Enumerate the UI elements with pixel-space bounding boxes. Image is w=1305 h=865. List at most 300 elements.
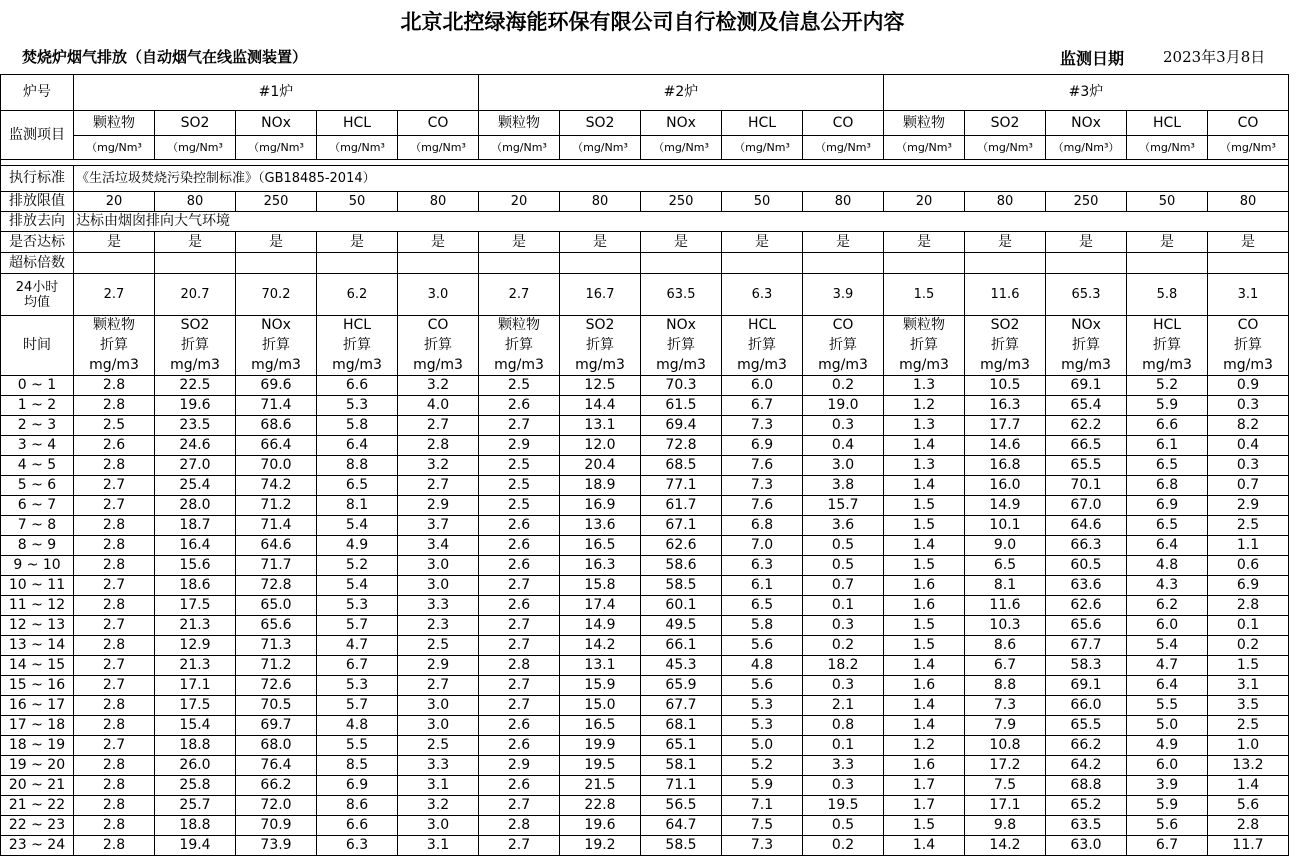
hour-value: 2.8 — [74, 456, 155, 476]
hour-value: 2.7 — [74, 736, 155, 756]
hour-value: 8.1 — [965, 576, 1046, 596]
average-value: 3.1 — [1208, 274, 1289, 316]
hour-value: 2.5 — [479, 376, 560, 396]
unit-header: （mg/Nm³） — [1046, 136, 1127, 160]
compliant-value: 是 — [1127, 232, 1208, 253]
pollutant-header: CO — [398, 111, 479, 136]
hour-value: 6.6 — [1127, 416, 1208, 436]
hour-value: 1.7 — [884, 776, 965, 796]
hourly-converted-header: 折算 — [884, 336, 965, 356]
hour-value: 1.0 — [1208, 736, 1289, 756]
unit-header: （mg/Nm³ — [236, 136, 317, 160]
hour-value: 5.9 — [1127, 396, 1208, 416]
limit-value: 80 — [560, 192, 641, 212]
destination-label: 排放去向 — [1, 212, 74, 232]
hour-value: 3.0 — [398, 696, 479, 716]
limit-value: 80 — [1208, 192, 1289, 212]
destination-row — [1, 212, 1289, 232]
hour-value: 7.3 — [722, 416, 803, 436]
hourly-header-converted-row — [1, 336, 1289, 356]
hour-value: 2.8 — [479, 816, 560, 836]
hour-time: 6 ~ 7 — [1, 496, 74, 516]
exceed-value — [398, 253, 479, 274]
hour-value: 17.5 — [155, 696, 236, 716]
hour-value: 70.1 — [1046, 476, 1127, 496]
hour-value: 5.4 — [317, 516, 398, 536]
hour-value: 2.7 — [74, 656, 155, 676]
hour-value: 3.3 — [398, 756, 479, 776]
hour-value: 65.6 — [1046, 616, 1127, 636]
hour-value: 1.6 — [884, 756, 965, 776]
hourly-converted-header: 折算 — [722, 336, 803, 356]
hour-value: 0.6 — [1208, 556, 1289, 576]
furnace-3-header: #3炉 — [884, 75, 1289, 111]
hour-row — [1, 456, 1289, 476]
hour-value: 17.4 — [560, 596, 641, 616]
pollutant-header: NOx — [641, 111, 722, 136]
hourly-pollutant-header: SO2 — [965, 316, 1046, 336]
hour-value: 6.7 — [1127, 836, 1208, 856]
hour-value: 2.7 — [398, 416, 479, 436]
hour-value: 58.5 — [641, 836, 722, 856]
hour-time: 17 ~ 18 — [1, 716, 74, 736]
hour-value: 20.4 — [560, 456, 641, 476]
hour-value: 1.3 — [884, 376, 965, 396]
hour-value: 0.2 — [803, 836, 884, 856]
hourly-pollutant-header: NOx — [641, 316, 722, 336]
average-value: 5.8 — [1127, 274, 1208, 316]
hour-value: 2.7 — [479, 796, 560, 816]
standard-label: 执行标准 — [1, 166, 74, 192]
section-subtitle: 焚烧炉烟气排放（自动烟气在线监测装置） — [22, 48, 308, 66]
hour-time: 16 ~ 17 — [1, 696, 74, 716]
hour-value: 1.5 — [884, 816, 965, 836]
hour-value: 13.6 — [560, 516, 641, 536]
hour-value: 6.9 — [1208, 576, 1289, 596]
pollutant-header: NOx — [1046, 111, 1127, 136]
hour-value: 4.7 — [1127, 656, 1208, 676]
hour-value: 0.3 — [1208, 456, 1289, 476]
exceed-value — [560, 253, 641, 274]
hour-value: 2.8 — [74, 536, 155, 556]
hour-value: 5.6 — [1127, 816, 1208, 836]
hour-row — [1, 496, 1289, 516]
hour-value: 60.5 — [1046, 556, 1127, 576]
hour-value: 2.5 — [1208, 716, 1289, 736]
hour-value: 68.5 — [641, 456, 722, 476]
hour-value: 25.8 — [155, 776, 236, 796]
hour-value: 5.6 — [722, 636, 803, 656]
hour-value: 5.4 — [317, 576, 398, 596]
hour-value: 2.6 — [479, 396, 560, 416]
unit-header: （mg/Nm³ — [317, 136, 398, 160]
hour-value: 2.5 — [479, 456, 560, 476]
hour-value: 2.5 — [398, 736, 479, 756]
hourly-unit-header: mg/m3 — [1127, 356, 1208, 376]
hour-row — [1, 836, 1289, 856]
hour-value: 26.0 — [155, 756, 236, 776]
hour-value: 24.6 — [155, 436, 236, 456]
hour-value: 1.4 — [1208, 776, 1289, 796]
hour-time: 14 ~ 15 — [1, 656, 74, 676]
hourly-unit-header: mg/m3 — [236, 356, 317, 376]
hourly-unit-header: mg/m3 — [641, 356, 722, 376]
compliant-value: 是 — [479, 232, 560, 253]
hourly-pollutant-header: NOx — [236, 316, 317, 336]
hour-row — [1, 676, 1289, 696]
furnace-label: 炉号 — [1, 75, 74, 111]
exceed-value — [1127, 253, 1208, 274]
hour-value: 5.6 — [1208, 796, 1289, 816]
hour-value: 2.6 — [479, 776, 560, 796]
furnace-1-header: #1炉 — [74, 75, 479, 111]
hour-value: 58.3 — [1046, 656, 1127, 676]
hour-row — [1, 736, 1289, 756]
average-value: 70.2 — [236, 274, 317, 316]
hour-value: 3.0 — [398, 816, 479, 836]
hour-value: 0.1 — [1208, 616, 1289, 636]
hour-value: 7.5 — [965, 776, 1046, 796]
compliant-value: 是 — [641, 232, 722, 253]
unit-header: （mg/Nm³ — [155, 136, 236, 160]
limit-value: 20 — [74, 192, 155, 212]
limit-value: 50 — [722, 192, 803, 212]
hour-value: 68.6 — [236, 416, 317, 436]
hour-value: 70.0 — [236, 456, 317, 476]
pollutant-header: NOx — [236, 111, 317, 136]
hour-row — [1, 616, 1289, 636]
pollutant-header: HCL — [1127, 111, 1208, 136]
hour-value: 69.1 — [1046, 376, 1127, 396]
hourly-unit-header: mg/m3 — [317, 356, 398, 376]
hourly-pollutant-header: SO2 — [560, 316, 641, 336]
hour-value: 6.5 — [722, 596, 803, 616]
hour-time: 0 ~ 1 — [1, 376, 74, 396]
hour-value: 8.6 — [317, 796, 398, 816]
hour-value: 3.2 — [398, 456, 479, 476]
hour-value: 2.8 — [74, 776, 155, 796]
average-value: 6.2 — [317, 274, 398, 316]
time-label: 时间 — [1, 316, 74, 376]
hour-value: 4.9 — [1127, 736, 1208, 756]
hour-value: 6.4 — [1127, 676, 1208, 696]
hour-value: 77.1 — [641, 476, 722, 496]
hour-value: 28.0 — [155, 496, 236, 516]
emissions-table — [0, 74, 1289, 856]
hour-value: 2.1 — [803, 696, 884, 716]
hour-value: 67.0 — [1046, 496, 1127, 516]
hour-value: 65.4 — [1046, 396, 1127, 416]
hour-value: 19.5 — [803, 796, 884, 816]
hourly-header-names-row — [1, 316, 1289, 336]
hour-value: 0.2 — [803, 636, 884, 656]
hour-value: 60.1 — [641, 596, 722, 616]
hour-value: 6.1 — [722, 576, 803, 596]
hour-value: 64.2 — [1046, 756, 1127, 776]
exceed-value — [1208, 253, 1289, 274]
hour-value: 71.3 — [236, 636, 317, 656]
hour-value: 62.6 — [641, 536, 722, 556]
hour-value: 25.7 — [155, 796, 236, 816]
hour-row — [1, 516, 1289, 536]
hour-value: 10.8 — [965, 736, 1046, 756]
average-value: 2.7 — [74, 274, 155, 316]
hour-value: 1.6 — [884, 596, 965, 616]
hour-value: 66.3 — [1046, 536, 1127, 556]
hour-value: 1.4 — [884, 536, 965, 556]
hour-value: 7.9 — [965, 716, 1046, 736]
hour-value: 3.1 — [398, 776, 479, 796]
compliant-value: 是 — [965, 232, 1046, 253]
hour-row — [1, 776, 1289, 796]
hour-time: 7 ~ 8 — [1, 516, 74, 536]
hour-value: 0.2 — [803, 376, 884, 396]
hour-value: 8.2 — [1208, 416, 1289, 436]
pollutant-header: SO2 — [560, 111, 641, 136]
pollutant-header: HCL — [722, 111, 803, 136]
limit-value: 20 — [479, 192, 560, 212]
hour-row — [1, 396, 1289, 416]
hourly-pollutant-header: 颗粒物 — [479, 316, 560, 336]
hour-value: 70.3 — [641, 376, 722, 396]
hour-value: 63.0 — [1046, 836, 1127, 856]
unit-header: （mg/Nm³ — [884, 136, 965, 160]
hour-value: 18.8 — [155, 736, 236, 756]
hourly-converted-header: 折算 — [398, 336, 479, 356]
hour-value: 1.5 — [1208, 656, 1289, 676]
hour-value: 71.4 — [236, 396, 317, 416]
hour-value: 2.7 — [479, 696, 560, 716]
hourly-converted-header: 折算 — [1127, 336, 1208, 356]
limit-value: 80 — [155, 192, 236, 212]
hour-value: 0.3 — [1208, 396, 1289, 416]
hour-value: 71.2 — [236, 496, 317, 516]
pollutant-header: 颗粒物 — [479, 111, 560, 136]
hour-value: 1.3 — [884, 416, 965, 436]
hour-value: 6.6 — [317, 376, 398, 396]
hour-value: 5.6 — [722, 676, 803, 696]
hourly-converted-header: 折算 — [155, 336, 236, 356]
hour-row — [1, 556, 1289, 576]
exceed-value — [236, 253, 317, 274]
exceed-value — [479, 253, 560, 274]
hour-value: 2.9 — [398, 656, 479, 676]
hour-time: 1 ~ 2 — [1, 396, 74, 416]
hourly-unit-header: mg/m3 — [965, 356, 1046, 376]
hour-value: 69.6 — [236, 376, 317, 396]
hour-value: 21.3 — [155, 656, 236, 676]
hour-value: 19.6 — [155, 396, 236, 416]
hour-value: 69.7 — [236, 716, 317, 736]
hour-value: 4.9 — [317, 536, 398, 556]
hour-value: 66.2 — [236, 776, 317, 796]
hour-value: 16.3 — [560, 556, 641, 576]
hour-value: 14.9 — [560, 616, 641, 636]
hour-value: 10.5 — [965, 376, 1046, 396]
hourly-converted-header: 折算 — [803, 336, 884, 356]
hour-value: 2.6 — [479, 556, 560, 576]
limit-value: 250 — [641, 192, 722, 212]
hour-value: 3.0 — [803, 456, 884, 476]
hour-value: 2.7 — [74, 476, 155, 496]
hour-value: 3.4 — [398, 536, 479, 556]
hour-value: 2.7 — [74, 576, 155, 596]
hour-value: 4.0 — [398, 396, 479, 416]
hour-value: 6.7 — [965, 656, 1046, 676]
hour-value: 5.7 — [317, 616, 398, 636]
hour-value: 16.8 — [965, 456, 1046, 476]
hour-value: 49.5 — [641, 616, 722, 636]
unit-header: （mg/Nm³ — [722, 136, 803, 160]
hour-value: 3.8 — [803, 476, 884, 496]
hour-value: 0.1 — [803, 736, 884, 756]
hour-value: 5.2 — [317, 556, 398, 576]
page-title: 北京北控绿海能环保有限公司自行检测及信息公开内容 — [400, 10, 905, 34]
hour-value: 5.4 — [1127, 636, 1208, 656]
hour-value: 4.8 — [1127, 556, 1208, 576]
hour-value: 4.8 — [317, 716, 398, 736]
unit-header: （mg/Nm³ — [479, 136, 560, 160]
hour-value: 58.5 — [641, 576, 722, 596]
hour-value: 2.6 — [479, 536, 560, 556]
hour-value: 1.4 — [884, 476, 965, 496]
furnace-header-row — [1, 75, 1289, 111]
hour-value: 2.8 — [1208, 816, 1289, 836]
average-value: 63.5 — [641, 274, 722, 316]
average-value: 6.3 — [722, 274, 803, 316]
hour-value: 2.5 — [398, 636, 479, 656]
hourly-unit-header: mg/m3 — [74, 356, 155, 376]
hour-value: 6.5 — [317, 476, 398, 496]
hour-value: 45.3 — [641, 656, 722, 676]
hour-value: 65.5 — [1046, 456, 1127, 476]
hour-value: 3.3 — [398, 596, 479, 616]
hour-value: 2.6 — [479, 716, 560, 736]
hour-value: 66.4 — [236, 436, 317, 456]
hourly-converted-header: 折算 — [1046, 336, 1127, 356]
hourly-unit-header: mg/m3 — [722, 356, 803, 376]
hour-value: 3.5 — [1208, 696, 1289, 716]
hour-value: 0.7 — [1208, 476, 1289, 496]
hour-time: 22 ~ 23 — [1, 816, 74, 836]
hour-value: 17.1 — [965, 796, 1046, 816]
hour-value: 14.4 — [560, 396, 641, 416]
hourly-unit-header: mg/m3 — [803, 356, 884, 376]
hour-value: 65.0 — [236, 596, 317, 616]
hour-value: 13.1 — [560, 656, 641, 676]
unit-header: （mg/Nm³ — [560, 136, 641, 160]
hourly-converted-header: 折算 — [74, 336, 155, 356]
hour-value: 7.1 — [722, 796, 803, 816]
hourly-pollutant-header: CO — [1208, 316, 1289, 336]
exceed-value — [641, 253, 722, 274]
hour-value: 16.4 — [155, 536, 236, 556]
limit-value: 80 — [965, 192, 1046, 212]
hour-row — [1, 716, 1289, 736]
hour-value: 6.4 — [317, 436, 398, 456]
hour-value: 1.4 — [884, 716, 965, 736]
hour-value: 2.7 — [479, 836, 560, 856]
hour-value: 8.1 — [317, 496, 398, 516]
hour-value: 27.0 — [155, 456, 236, 476]
hour-value: 1.7 — [884, 796, 965, 816]
compliant-value: 是 — [398, 232, 479, 253]
exceed-value — [803, 253, 884, 274]
limit-value: 250 — [236, 192, 317, 212]
hour-value: 2.5 — [479, 496, 560, 516]
hour-value: 66.1 — [641, 636, 722, 656]
hour-time: 18 ~ 19 — [1, 736, 74, 756]
hour-value: 1.4 — [884, 696, 965, 716]
unit-header: （mg/Nm³ — [641, 136, 722, 160]
hour-value: 10.3 — [965, 616, 1046, 636]
hour-value: 58.6 — [641, 556, 722, 576]
hour-value: 6.2 — [1127, 596, 1208, 616]
exceed-value — [965, 253, 1046, 274]
hour-value: 5.9 — [722, 776, 803, 796]
hour-value: 2.6 — [74, 436, 155, 456]
hour-value: 14.6 — [965, 436, 1046, 456]
hour-value: 2.7 — [74, 496, 155, 516]
hour-value: 67.1 — [641, 516, 722, 536]
exceed-value — [155, 253, 236, 274]
hour-value: 3.1 — [398, 836, 479, 856]
limit-value: 50 — [317, 192, 398, 212]
exceed-value — [722, 253, 803, 274]
hour-value: 2.8 — [74, 636, 155, 656]
hour-time: 19 ~ 20 — [1, 756, 74, 776]
limit-value: 80 — [398, 192, 479, 212]
compliant-value: 是 — [155, 232, 236, 253]
average-label-line2: 均值 — [23, 294, 50, 310]
hour-value: 61.7 — [641, 496, 722, 516]
hour-value: 5.8 — [317, 416, 398, 436]
hour-value: 14.9 — [965, 496, 1046, 516]
hour-value: 72.0 — [236, 796, 317, 816]
exceed-label: 超标倍数 — [1, 253, 74, 274]
hour-value: 6.1 — [1127, 436, 1208, 456]
hour-value: 1.6 — [884, 576, 965, 596]
hour-value: 15.0 — [560, 696, 641, 716]
hour-value: 19.0 — [803, 396, 884, 416]
hour-value: 15.4 — [155, 716, 236, 736]
hour-value: 3.2 — [398, 376, 479, 396]
hour-value: 1.5 — [884, 616, 965, 636]
hour-value: 17.2 — [965, 756, 1046, 776]
hour-value: 2.7 — [74, 676, 155, 696]
hour-value: 2.8 — [74, 376, 155, 396]
hour-value: 10.1 — [965, 516, 1046, 536]
hour-value: 2.8 — [398, 436, 479, 456]
hour-row — [1, 816, 1289, 836]
hour-value: 6.8 — [722, 516, 803, 536]
hour-value: 63.6 — [1046, 576, 1127, 596]
hour-value: 2.7 — [398, 476, 479, 496]
hour-time: 10 ~ 11 — [1, 576, 74, 596]
hour-value: 12.5 — [560, 376, 641, 396]
hour-value: 2.9 — [479, 436, 560, 456]
hour-value: 5.3 — [722, 716, 803, 736]
hour-value: 2.5 — [1208, 516, 1289, 536]
hourly-unit-header: mg/m3 — [155, 356, 236, 376]
hour-value: 11.7 — [1208, 836, 1289, 856]
hour-row — [1, 656, 1289, 676]
hour-value: 1.4 — [884, 656, 965, 676]
hour-value: 0.8 — [803, 716, 884, 736]
hour-value: 6.7 — [722, 396, 803, 416]
hour-value: 17.5 — [155, 596, 236, 616]
hour-value: 2.8 — [74, 816, 155, 836]
